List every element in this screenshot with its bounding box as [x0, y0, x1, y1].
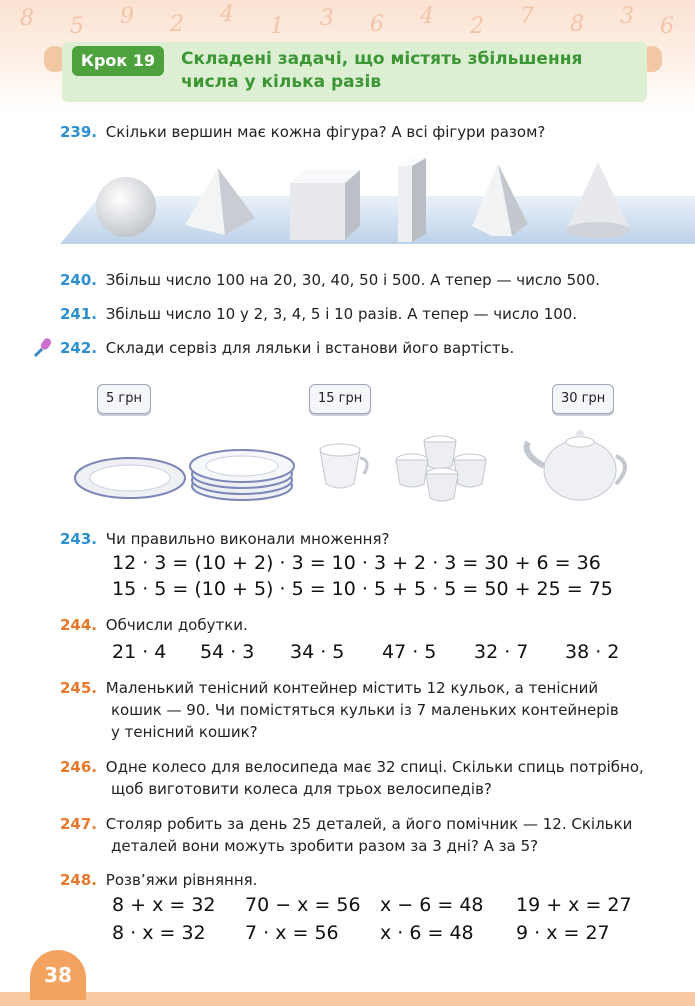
task-text: Чи правильно виконали множення?: [105, 530, 390, 548]
product-item: 54 · 3: [200, 641, 255, 663]
task-text: Склади сервіз для ляльки і встанови його вартість.: [105, 339, 515, 357]
task-number: 244.: [60, 616, 98, 634]
3d-shapes-illustration: [60, 150, 695, 260]
lesson-title: Складені задачі, що містять збільшення числа у кілька разів: [181, 49, 583, 92]
equation: 70 − x = 56: [245, 894, 361, 916]
plate-stack-icon: [190, 450, 294, 500]
plate-icon: [75, 458, 185, 498]
deco-digit: 3: [620, 4, 634, 29]
task-number: 240.: [60, 271, 98, 289]
product-item: 47 · 5: [382, 641, 437, 663]
prism-icon: [398, 158, 426, 242]
task-245: [60, 677, 598, 699]
task-243: [60, 528, 389, 550]
equation: 7 · x = 56: [245, 922, 339, 944]
deco-digit: 8: [20, 6, 34, 31]
task-number: 241.: [60, 305, 98, 323]
product-item: 38 · 2: [565, 641, 620, 663]
task-241: [60, 303, 577, 325]
step-badge: Крок 19: [72, 46, 164, 76]
task-text: Одне колесо для велосипеда має 32 спиці. Скільки спиць потрібно,: [105, 758, 644, 776]
deco-digit: 2: [470, 14, 484, 39]
task-text: Столяр робить за день 25 деталей, а його помічник — 12. Скільки: [105, 815, 633, 833]
cube-icon: [290, 170, 360, 240]
deco-digit: 5: [70, 14, 84, 39]
task-242: [60, 337, 514, 359]
task-text: Збільш число 10 у 2, 3, 4, 5 і 10 разів. А тепер — число 100.: [105, 305, 578, 323]
deco-digit: 8: [570, 12, 584, 37]
price-tag-teapot: 30 грн: [552, 384, 614, 414]
task-number: 248.: [60, 871, 98, 889]
task-240: [60, 269, 600, 291]
task-text: Скільки вершин має кожна фігура? А всі фігури разом?: [105, 123, 546, 141]
task-text: Збільш число 100 на 20, 30, 40, 50 і 500. А тепер — число 500.: [105, 271, 601, 289]
task-text-continued: кошик — 90. Чи помістяться кульки із 7 маленьких контейнерів: [111, 701, 619, 719]
equation: x − 6 = 48: [380, 894, 484, 916]
task-239: [60, 121, 545, 143]
product-item: 34 · 5: [290, 641, 345, 663]
equation: 9 · x = 27: [516, 922, 610, 944]
deco-digit: 6: [370, 12, 384, 37]
task-text: Обчисли добутки.: [105, 616, 248, 634]
cups-group-icon: [396, 436, 486, 501]
task-number: 239.: [60, 123, 98, 141]
price-tag-cups: 15 грн: [309, 384, 371, 414]
task-text: Розв’яжи рівняння.: [105, 871, 258, 889]
equation: x · 6 = 48: [380, 922, 474, 944]
task-number: 242.: [60, 339, 98, 357]
deco-digit: 3: [320, 6, 334, 31]
task-text: Маленький тенісний контейнер містить 12 кульок, а тенісний: [105, 679, 599, 697]
equation: 19 + x = 27: [516, 894, 632, 916]
task-246: [60, 756, 644, 778]
product-item: 32 · 7: [474, 641, 529, 663]
equation: 8 + x = 32: [112, 894, 216, 916]
deco-digit: 1: [270, 14, 284, 39]
deco-digit: 6: [660, 14, 674, 39]
price-tag-plates: 5 грн: [97, 384, 151, 414]
task-247: [60, 813, 632, 835]
page-number: 38: [30, 950, 86, 1000]
task-number: 245.: [60, 679, 98, 697]
tableware-illustration: [70, 420, 640, 510]
microphone-icon: [32, 336, 54, 358]
task-number: 246.: [60, 758, 98, 776]
equation: 8 · x = 32: [112, 922, 206, 944]
task-text-continued: деталей вони можуть зробити разом за 3 дні? А за 5?: [111, 837, 539, 855]
equation-line: 15 · 5 = (10 + 5) · 5 = 10 · 5 + 5 · 5 = 50 + 25 = 75: [112, 578, 613, 600]
deco-digit: 4: [220, 2, 234, 27]
equation-line: 12 · 3 = (10 + 2) · 3 = 10 · 3 + 2 · 3 = 30 + 6 = 36: [112, 552, 601, 574]
deco-digit: 7: [520, 4, 534, 29]
teapot-icon: [527, 430, 625, 500]
task-number: 247.: [60, 815, 98, 833]
task-244: [60, 614, 248, 636]
task-248: [60, 869, 257, 891]
sphere-icon: [96, 177, 156, 237]
cup-icon: [320, 444, 367, 488]
task-number: 243.: [60, 530, 98, 548]
deco-digit: 9: [120, 4, 134, 29]
deco-digit: 2: [170, 12, 184, 37]
deco-digit: 4: [420, 4, 434, 29]
product-item: 21 · 4: [112, 641, 167, 663]
task-text-continued: у тенісний кошик?: [111, 723, 258, 741]
task-text-continued: щоб виготовити колеса для трьох велосипедів?: [111, 780, 492, 798]
bottom-bar: [0, 992, 695, 1006]
